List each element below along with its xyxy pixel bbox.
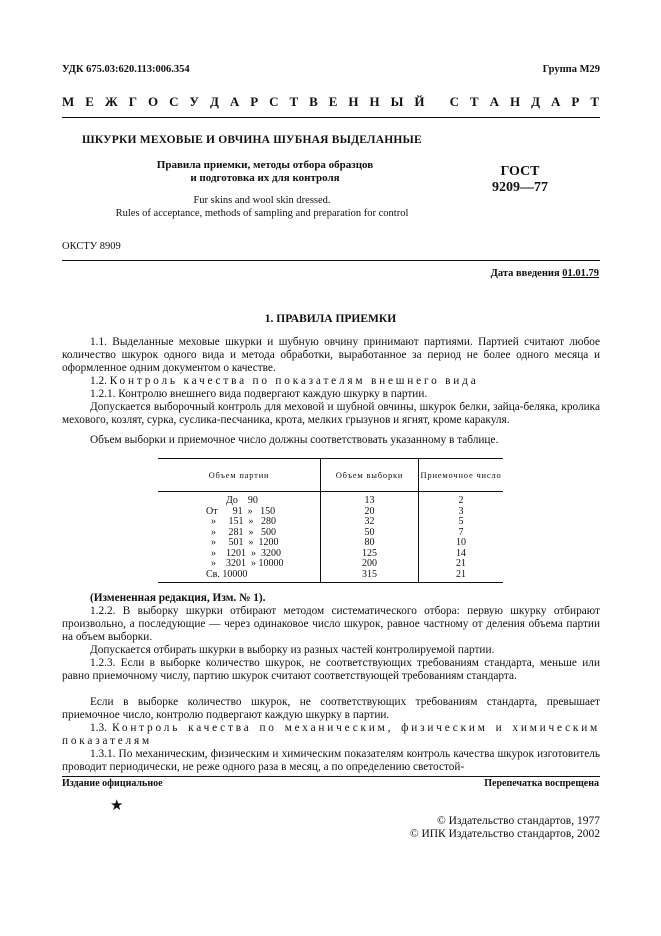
table-cell: 3 xyxy=(458,505,464,517)
table-cell: 21 xyxy=(456,568,466,580)
standard-heading-letter: Т xyxy=(590,94,599,109)
acceptance-number-column xyxy=(419,492,504,583)
paragraph-1-2-3: 1.2.3. Если в выборке количество шкурок, не соответствующих требованиям стандарта, меньше или равно приемочному числу, партию шкурок считают соответствующей требованиям стандарта. xyxy=(62,657,600,683)
table-cell: 5 xyxy=(458,516,464,527)
paragraph-1-2-2: 1.2.2. В выборку шкурки отбирают методом систематического отбора: первую шкурку отбирают произвольно, а последующие — через одинаковое число шкурок, равное частному от деления объема партии на объем выборки. xyxy=(62,605,600,644)
paragraph-table-intro: Объем выборки и приемочное число должны соответствовать указанному в таблице. xyxy=(90,434,499,446)
bottom-divider xyxy=(62,776,600,777)
header-lot-size: Объем партии xyxy=(158,459,321,492)
standard-heading-letter: Н xyxy=(348,94,359,109)
group-code: Группа М29 xyxy=(542,64,600,75)
table-cell: 20 xyxy=(364,505,375,517)
standard-heading-letter: Д xyxy=(209,94,219,109)
sampling-table xyxy=(158,458,503,583)
table-cell: 315 xyxy=(362,568,377,580)
english-title-line-1: Fur skins and wool skin dressed. xyxy=(193,195,331,206)
gost-label: ГОСТ xyxy=(500,164,540,179)
standard-heading-letter: А xyxy=(489,94,500,109)
paragraph-1-3-number: 1.3. xyxy=(90,722,113,734)
paragraph-1-3-heading: Контроль качества по механическим, физическим и химическим показателям xyxy=(62,722,600,748)
english-title-line-2: Rules of acceptance, methods of sampling and preparation for control xyxy=(115,208,409,219)
gost-number xyxy=(492,164,548,196)
standard-heading-letter: Т xyxy=(470,94,479,109)
middle-divider xyxy=(62,260,600,261)
table-cell: До 90 xyxy=(206,495,258,506)
effective-date xyxy=(491,268,599,279)
top-divider xyxy=(62,117,600,118)
standard-heading-letter: Д xyxy=(531,94,541,109)
copyright-line-1: © Издательство стандартов, 1977 xyxy=(436,815,600,827)
standard-heading-letter: Н xyxy=(369,94,380,109)
paragraph-1-2-heading: Контроль качества по показателям внешнего вида xyxy=(109,375,479,387)
standard-heading-letter: Т xyxy=(289,94,299,109)
standard-heading-letter: Ж xyxy=(104,94,118,109)
standard-heading-letter: Е xyxy=(85,94,94,109)
subtitle-line-2: и подготовка их для контроля xyxy=(190,172,340,184)
paragraph-1-1: 1.1. Выделанные меховые шкурки и шубную овчину принимают партиями. Партией считают любое количество шкурок одного вида и метода обработки, выработанное за период не более одного месяца и оформленное одним документом о качестве. xyxy=(62,336,600,375)
paragraph-allowed: Допускается выборочный контроль для меховой и шубной овчины, шкурок белки, зайца-беляка, кролика мехового, козлят, сурка, суслика-песчаника, крота, мелких грызунов и ягнят, кроме каракуля. xyxy=(62,401,600,427)
english-title xyxy=(92,194,432,220)
standard-heading-letter: Ы xyxy=(390,94,404,109)
udk-code: УДК 675.03:620.113:006.354 xyxy=(62,64,190,75)
paragraph-allowed-2: Допускается отбирать шкурки в выборку из разных частей контролируемой партии. xyxy=(90,644,495,656)
paragraph-1-3 xyxy=(62,722,600,748)
standard-heading-letter: Р xyxy=(571,94,580,109)
standard-heading-letter: М xyxy=(62,94,75,109)
standard-heading-letter: С xyxy=(449,94,460,109)
date-value: 01.01.79 xyxy=(562,268,599,279)
copyright xyxy=(410,815,600,841)
gost-code: 9209—77 xyxy=(492,180,548,195)
table-cell: 200 xyxy=(362,558,377,569)
standard-heading-letter: Р xyxy=(250,94,259,109)
edition-note: (Измененная редакция, Изм. № 1). xyxy=(90,592,266,604)
subtitle-line-1: Правила приемки, методы отбора образцов xyxy=(156,159,374,171)
paragraph-1-2-1: 1.2.1. Контролю внешнего вида подвергают каждую шкурку в партии. xyxy=(90,388,428,400)
paragraph-1-2 xyxy=(62,375,600,388)
standard-heading-letter xyxy=(435,94,438,110)
star-icon: ★ xyxy=(110,798,124,814)
paragraph-1-2-number: 1.2. xyxy=(90,375,110,387)
standard-heading-letter: С xyxy=(269,94,279,109)
header-acceptance-number: Приемочное число xyxy=(419,459,504,492)
lot-size-column xyxy=(158,492,321,583)
paragraph-1-3-1: 1.3.1. По механическим, физическим и химическим показателям контроль качества шкурок изготовитель проводит периодически, не реже одного раза в месяц, а по определению светостой- xyxy=(62,748,600,774)
table-cell: 32 xyxy=(364,516,375,527)
paragraph-if-exceeds: Если в выборке количество шкурок, не соответствующих требованиям стандарта, превышает приемочное число, контролю подвергают каждую шкурку в партии. xyxy=(62,696,600,722)
standard-heading-letter: В xyxy=(309,94,318,109)
standard-heading-letter: А xyxy=(551,94,561,109)
standard-heading-letter: Н xyxy=(510,94,521,109)
table-cell: » 3201 » 10000 xyxy=(206,558,284,569)
table-cell: 21 xyxy=(456,558,466,569)
reprint-prohibited: Перепечатка воспрещена xyxy=(484,778,599,789)
date-label: Дата введения xyxy=(490,268,563,279)
table-cell: 125 xyxy=(362,547,377,559)
table-cell: 14 xyxy=(456,547,466,559)
standard-heading-letter: Е xyxy=(328,94,338,109)
official-edition: Издание официальное xyxy=(62,778,163,789)
table-cell: » 151 » 280 xyxy=(206,516,276,527)
table-cell: 10 xyxy=(456,537,466,548)
header-sample-size: Объем выборки xyxy=(321,459,419,492)
copyright-line-2: © ИПК Издательство стандартов, 2002 xyxy=(409,828,600,840)
interstate-standard-heading xyxy=(62,94,599,110)
table-cell: » 281 » 500 xyxy=(206,526,276,538)
standard-heading-letter: А xyxy=(229,94,240,109)
table-cell: » 501 » 1200 xyxy=(206,537,279,548)
standard-heading-letter: С xyxy=(169,94,179,109)
table-cell: 50 xyxy=(364,526,375,538)
sample-size-column xyxy=(321,492,419,583)
document-subtitle xyxy=(100,159,430,185)
standard-heading-letter: Й xyxy=(414,94,425,109)
table-cell: Св. 10000 xyxy=(206,568,248,580)
standard-heading-letter: Г xyxy=(128,94,137,109)
table-cell: 80 xyxy=(364,537,375,548)
standard-heading-letter: У xyxy=(189,94,199,109)
okstu-code: ОКСТУ 8909 xyxy=(62,241,121,252)
standard-heading-letter: О xyxy=(147,94,159,109)
table-cell: 7 xyxy=(458,526,464,538)
table-cell: » 1201 » 3200 xyxy=(206,547,281,559)
table-cell: 2 xyxy=(458,495,464,506)
section-title: 1. ПРАВИЛА ПРИЕМКИ xyxy=(264,313,397,325)
table-cell: От 91 » 150 xyxy=(206,505,276,517)
document-title: ШКУРКИ МЕХОВЫЕ И ОВЧИНА ШУБНАЯ ВЫДЕЛАННЫЕ xyxy=(82,134,422,146)
table-cell: 13 xyxy=(364,495,375,506)
